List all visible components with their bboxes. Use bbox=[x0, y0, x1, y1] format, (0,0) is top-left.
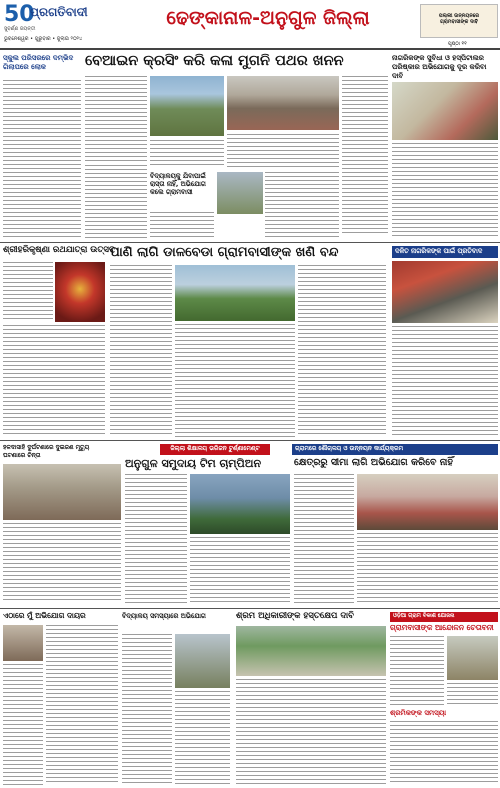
box-body-1 bbox=[85, 165, 147, 240]
main-photo-1 bbox=[150, 76, 224, 136]
mid-big-photo bbox=[190, 474, 290, 534]
lower-left-headline: ହଳଦାସାହି ଦୁର୍ଘଟଣାରେ ଦୁଇଜଣ ମୃତ୍ୟୁ ଘଟଣାରେ ଚିନ୍ତା bbox=[3, 444, 90, 459]
box-body-2 bbox=[150, 212, 214, 240]
bottom-right-photo bbox=[447, 636, 498, 680]
page-label: ପୃଷ୍ଠା ୧୧ bbox=[448, 41, 467, 47]
mid-right-label-bar bbox=[392, 246, 498, 258]
main-photo-2 bbox=[227, 76, 339, 130]
box-photo bbox=[217, 172, 263, 214]
bottom-mid-photo bbox=[175, 634, 230, 688]
right-lower-body-2 bbox=[357, 533, 498, 604]
right-top-photo bbox=[392, 82, 498, 140]
edition-line: ଭୁବନେଶ୍ୱର • ଗୁରୁବାର • ଜୁଲାଇ ୨୦୨୪ bbox=[4, 36, 83, 42]
bottom-mid2-headline: ଶ୍ରମ ଅଧିକାରୀଙ୍କ ହସ୍ତକ୍ଷେପ ଦାବି bbox=[236, 611, 354, 621]
section-rule-3 bbox=[0, 608, 500, 609]
mid-left-body-1 bbox=[3, 262, 53, 322]
box-headline: ବିଦ୍ୟାଳୟକୁ ଯିବାପାଇଁ ରାସ୍ତା ନାହିଁ, ଅଭିଯୋଗ କଲେ ଗ୍ରାମବାସୀ bbox=[150, 172, 206, 196]
bottom-left-headline: ଏଠାରେ ମୁଁ ଅଭିଯୋଗ ଦାୟର bbox=[3, 611, 86, 620]
top-left-headline-box bbox=[3, 54, 81, 78]
main-body-col-1 bbox=[85, 76, 147, 161]
bottom-mid-headline: ବିଦ୍ୟାଳୟ ସମସ୍ୟାରେ ଅଭିଯୋଗ bbox=[122, 612, 206, 620]
mid-right-lower-label-bar bbox=[292, 444, 498, 455]
bottom-right-body-2 bbox=[447, 683, 498, 706]
header-ad bbox=[420, 4, 498, 38]
mid-main-body-2 bbox=[175, 324, 295, 437]
bottom-right-body-3 bbox=[390, 721, 498, 785]
mid-main-body-3 bbox=[298, 265, 386, 437]
anniversary-logo: 50 bbox=[4, 2, 35, 27]
bottom-right-label: ଓଡ଼ିଆ ଗ୍ରାମ ବିକାଶ ଯୋଜନା bbox=[393, 613, 455, 619]
banner-title: ଢେଙ୍କାନାଳ-ଅନୁଗୁଳ ଜିଲ୍ଲା bbox=[166, 7, 370, 29]
bottom-mid-body-1 bbox=[122, 634, 172, 784]
dist-label-bar bbox=[160, 444, 270, 455]
mid-big-body-2 bbox=[190, 537, 290, 604]
mid-main-photo bbox=[175, 265, 295, 321]
right-lower-headline: କ୍ଷେତ୍ରରୁ ସୀମା ଲାଗି ଅଭିଯୋଗ କରିବେ ନାହିଁ bbox=[294, 457, 453, 468]
mid-left-headline: ଶ୍ରୀହରିକୃଷ୍ଣା ରଥଯାତ୍ରା ଉତ୍ସବ bbox=[3, 245, 115, 255]
top-left-body-text bbox=[3, 80, 81, 238]
mid-right-body bbox=[392, 326, 498, 436]
lower-left-headline-box bbox=[3, 444, 103, 462]
box-body-3 bbox=[265, 172, 339, 238]
main-body-col-3 bbox=[227, 134, 339, 168]
bottom-right-label-bar bbox=[390, 612, 498, 622]
paper-name: ପ୍ରଗତିବାଦୀ bbox=[30, 5, 88, 19]
box-headline-area bbox=[150, 172, 214, 212]
bottom-mid-body-2 bbox=[175, 691, 230, 785]
mid-left-headline-box bbox=[3, 245, 115, 260]
right-lower-body-1 bbox=[294, 474, 354, 604]
mid-right-headline: ଦଳିତ ନାଗରିକଙ୍କ ପାଇଁ ପ୍ରତିବାଦ bbox=[395, 247, 483, 255]
mid-right-lower-label: ଗ୍ରାମରେ ଶୌଚାଳୟ ଓ ଉନ୍ନୟନ କାର୍ଯ୍ୟକ୍ରମ bbox=[295, 445, 404, 452]
right-top-headline: ନାଗରିକଙ୍କ ସୁବିଧା ଓ ହସ୍ପିଟାଲର ପରିଷ୍କାର ଅଭିଯୋଗକୁ ଦୂର କରିବା ଦାବି bbox=[392, 54, 487, 80]
ad-text-2: ଗ୍ରାମବାସୀଙ୍କ ଦାବି bbox=[439, 19, 479, 25]
right-lower-photo bbox=[357, 474, 498, 530]
bottom-left-body-2 bbox=[3, 664, 43, 785]
bottom-right-small: ଶ୍ରମିକଙ୍କ ସମସ୍ୟା bbox=[390, 709, 447, 717]
bottom-mid2-body bbox=[236, 679, 386, 785]
main-headline: ବେଆଇନ କ୍ରସିଂ କରି କଳା ମୁଗନି ପଥର ଖନନ bbox=[85, 53, 344, 69]
mid-left-body-2 bbox=[3, 325, 105, 435]
dist-label: ଜିଲ୍ଲା ଶିକ୍ଷାଳୟ ଭରିଜନ ଟୁର୍ଣ୍ଣାମେଣ୍ଟ bbox=[170, 445, 260, 452]
mid-main-headline: ପାଣି ଲାଗି ଡାଳବେଡା ଗ୍ରାମବାସୀଙ୍କ ଖଣି ବନ୍ଦ bbox=[110, 245, 339, 260]
right-top-headline-box bbox=[392, 54, 498, 80]
bottom-right-body-1 bbox=[390, 636, 444, 706]
section-rule-2 bbox=[0, 440, 500, 441]
ad-text-1: ପଲ୍ଲୀ ଉନ୍ନୟନରେ bbox=[438, 13, 480, 19]
bottom-right-headline: ଗ୍ରାମବାସୀଙ୍କ ଆନ୍ଦୋଳନ ଚେତାବନୀ bbox=[390, 623, 494, 632]
mid-main-body-1 bbox=[110, 265, 172, 437]
anniversary-caption: ସୁବର୍ଣ୍ଣ ଜୟନ୍ତୀ bbox=[4, 26, 36, 32]
main-body-col-2 bbox=[150, 140, 224, 168]
mid-big-headline: ଅନୁଗୁଳ ସମୁଦାୟ ଟିମ ଚାମ୍ପିଅନ bbox=[125, 457, 262, 470]
bottom-left-photo bbox=[3, 625, 43, 661]
bottom-mid2-photo bbox=[236, 626, 386, 676]
top-left-headline: ସ୍କୁଲ ପରିସରରେ ଦମ୍ଭିଦ ଗିଲାପରେ ଲୋକ bbox=[3, 54, 74, 71]
bottom-left-body-1 bbox=[46, 625, 118, 785]
lower-left-photo bbox=[3, 464, 121, 520]
masthead-rule bbox=[0, 48, 500, 50]
right-top-body bbox=[392, 143, 498, 239]
lower-left-body bbox=[3, 523, 121, 603]
section-rule-1 bbox=[0, 242, 500, 243]
main-body-col-4 bbox=[342, 76, 388, 236]
mid-right-photo bbox=[392, 261, 498, 323]
masthead bbox=[0, 0, 500, 50]
bottom-mid-headline-box bbox=[122, 612, 232, 632]
mid-big-body-1 bbox=[125, 474, 187, 604]
mid-left-photo bbox=[55, 262, 105, 322]
